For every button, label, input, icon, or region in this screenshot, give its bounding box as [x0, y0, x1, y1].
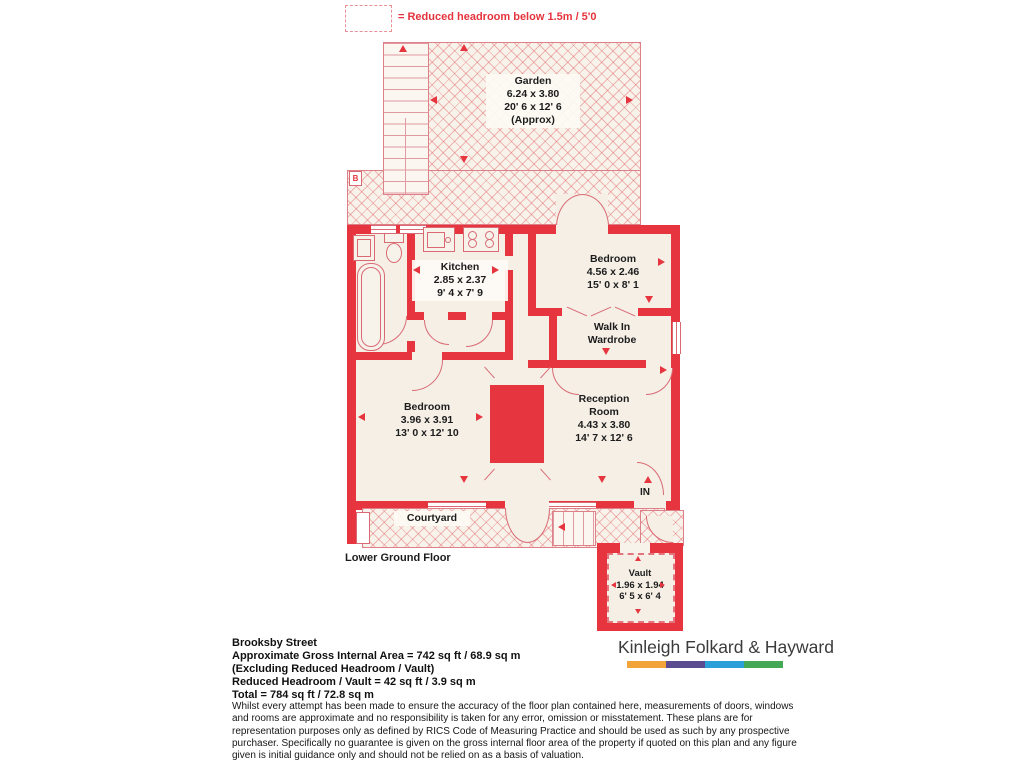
- agency-logo-bar: [627, 661, 783, 668]
- garden-note: (Approx): [511, 114, 555, 126]
- entry-arrow-icon: [644, 476, 652, 483]
- bedroom-top-name: Bedroom: [589, 253, 637, 265]
- kitchen-imperial: 9' 4 x 7' 9: [437, 287, 483, 299]
- dimension-arrow: [626, 96, 633, 104]
- reception-name: Reception Room: [578, 393, 630, 418]
- dimension-arrow: [602, 348, 610, 355]
- burner: [485, 239, 494, 248]
- room-label-bedroom-top: [556, 252, 670, 293]
- vault-name: Vault: [628, 568, 652, 579]
- dimension-arrow: [598, 476, 606, 483]
- sink-basin: [427, 232, 445, 248]
- dimension-arrow: [460, 44, 468, 51]
- dimension-arrow: [476, 413, 483, 421]
- bedroom-left-name: Bedroom: [403, 401, 451, 413]
- kitchen-sink: [423, 227, 455, 252]
- bedroom-left-imperial: 13' 0 x 12' 10: [395, 427, 459, 439]
- garden-stairs: [383, 42, 429, 195]
- door-gap: [646, 360, 672, 368]
- french-door-gap: [556, 225, 608, 234]
- vault-metric: 1.96 x 1.94: [616, 579, 664, 591]
- bedroom-top-metric: 4.56 x 2.46: [586, 266, 640, 278]
- reception-metric: 4.43 x 3.80: [577, 419, 631, 431]
- stair-direction-arrow: [558, 523, 565, 531]
- courtyard-door-leaf: [356, 512, 370, 544]
- agency-logo-text: Kinleigh Folkard & Hayward: [618, 637, 834, 657]
- garden-metric: 6.24 x 3.80: [506, 88, 560, 100]
- bathtub-inner: [361, 267, 381, 347]
- dimension-arrow: [645, 296, 653, 303]
- disclaimer-text: Whilst every attempt has been made to ensure the accuracy of the floor plan contained here, measurements of doors, windows and rooms are approximate and no responsibility is taken for any error, omission or misstatement. These plans are for representation purposes only as defined by RICS Code of Measuring Practice and should be used as such by any prospective purchaser. Specifically no guarantee is given on the gross internal floor area of the property if quoted on this plan and any figure given is initial guidance only and should not be relied on as a basis of valuation.: [232, 701, 797, 762]
- floor-title: Lower Ground Floor: [345, 552, 451, 564]
- door-gap: [412, 352, 442, 360]
- excluding-note: (Excluding Reduced Headroom / Vault): [232, 663, 435, 675]
- door-gap: [466, 312, 492, 320]
- kitchen-name: Kitchen: [440, 261, 480, 273]
- hob: [463, 227, 499, 252]
- wall-exterior-left: [347, 225, 356, 510]
- room-label-courtyard: [394, 511, 470, 526]
- window: [672, 322, 681, 354]
- logo-bar-segment-purple: [666, 661, 705, 668]
- stair-divider: [405, 118, 406, 194]
- wall-bedroom-left: [528, 225, 536, 316]
- legend-text: = Reduced headroom below 1.5m / 5'0: [398, 11, 597, 23]
- logo-bar-segment-blue: [705, 661, 744, 668]
- reduced-headroom-swatch: [345, 5, 392, 32]
- room-label-bedroom-left: [372, 400, 482, 441]
- dimension-arrow: [635, 556, 641, 561]
- dimension-arrow: [460, 156, 468, 163]
- bathtub: [357, 263, 385, 351]
- entry-label: IN: [640, 487, 650, 498]
- terrace-b-tag: B: [349, 171, 362, 186]
- basin-inner: [357, 239, 371, 257]
- wall-kitchen-bottom: [407, 312, 513, 320]
- room-label-reception: [562, 392, 646, 446]
- garden-imperial: 20' 6 x 12' 6: [504, 101, 562, 113]
- garden-name: Garden: [514, 75, 552, 87]
- bedroom-top-imperial: 15' 0 x 8' 1: [587, 279, 639, 291]
- dimension-arrow: [658, 258, 665, 266]
- total-area: Total = 784 sq ft / 72.8 sq m: [232, 689, 374, 701]
- vault-door-gap: [620, 543, 650, 553]
- courtyard-wall-stub: [347, 510, 356, 544]
- dimension-arrow: [660, 366, 667, 374]
- reduced-headroom-area: Reduced Headroom / Vault = 42 sq ft / 3.9 sq m: [232, 676, 476, 688]
- basin: [353, 235, 375, 261]
- dimension-arrow: [660, 582, 665, 588]
- gross-internal-area: Approximate Gross Internal Area = 742 sq ft / 68.9 sq m: [232, 650, 521, 662]
- sink-tap: [445, 237, 451, 243]
- toilet-bowl: [386, 243, 402, 263]
- dimension-arrow: [460, 476, 468, 483]
- bedroom-left-metric: 3.96 x 3.91: [400, 414, 454, 426]
- wall-wardrobe-left: [549, 308, 557, 368]
- reception-imperial: 14' 7 x 12' 6: [575, 432, 633, 444]
- dimension-arrow: [430, 96, 437, 104]
- dimension-arrow: [611, 582, 616, 588]
- chimney-breast: [490, 385, 544, 463]
- toilet-cistern: [384, 233, 404, 243]
- logo-bar-segment-orange: [627, 661, 666, 668]
- area-summary: [232, 637, 520, 702]
- room-label-wardrobe: [574, 320, 650, 348]
- dimension-arrow: [635, 609, 641, 614]
- dimension-arrow: [358, 413, 365, 421]
- dimension-arrow: [492, 266, 499, 274]
- vault-imperial: 6' 5 x 6' 4: [619, 591, 661, 602]
- burner: [468, 239, 477, 248]
- room-label-garden: [486, 74, 580, 128]
- logo-bar-segment-green: [744, 661, 783, 668]
- wardrobe-name: Walk In Wardrobe: [587, 321, 637, 346]
- courtyard-name: Courtyard: [406, 512, 458, 524]
- stair-direction-arrow: [399, 45, 407, 52]
- dimension-arrow: [413, 266, 420, 274]
- street-name: Brooksby Street: [232, 637, 317, 649]
- kitchen-metric: 2.85 x 2.37: [433, 274, 487, 286]
- door-gap: [424, 312, 448, 320]
